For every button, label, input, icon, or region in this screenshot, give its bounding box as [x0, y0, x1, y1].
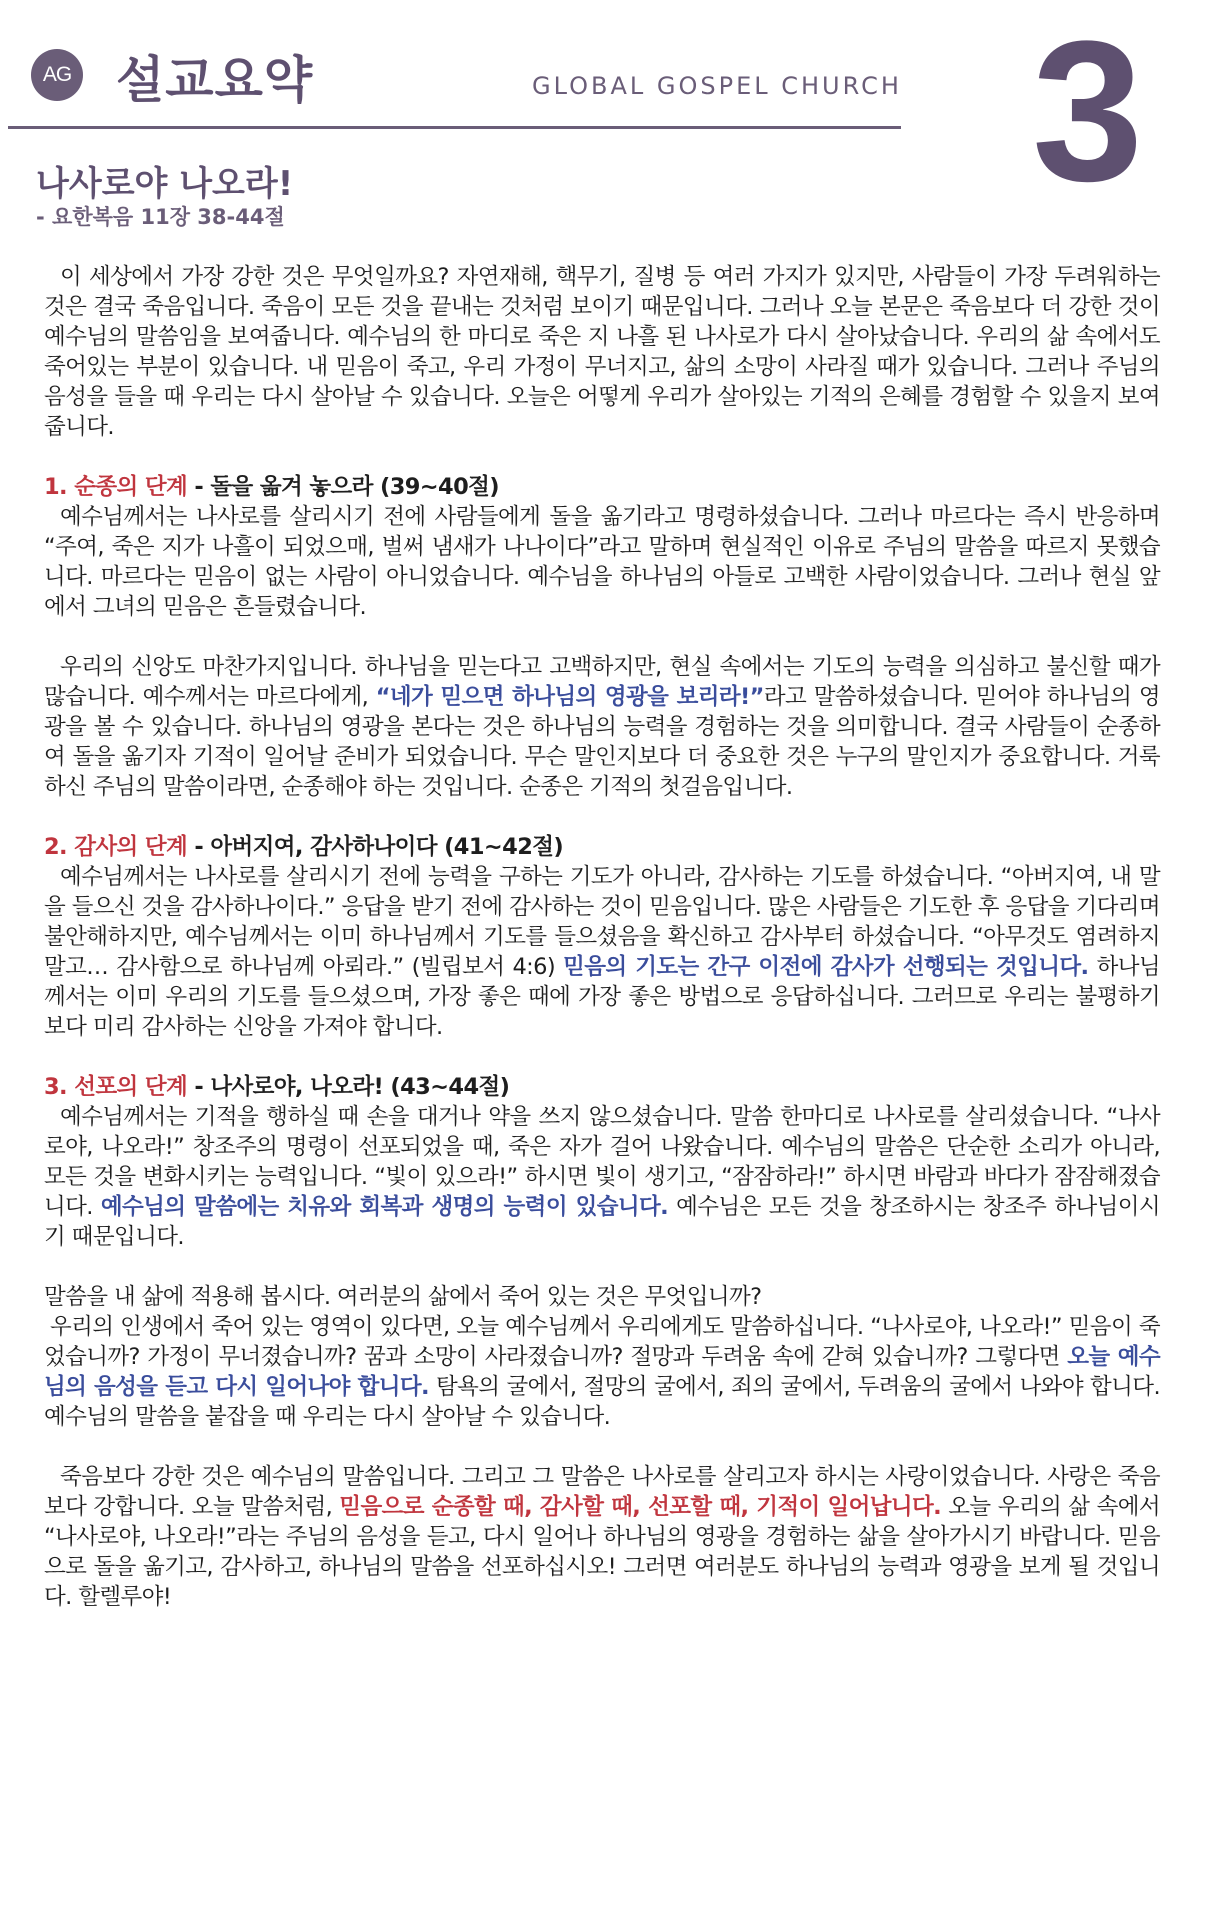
intro-text: 이 세상에서 가장 강한 것은 무엇일까요? 자연재해, 핵무기, 질병 등 여러 가지가 있지만, 사람들이 가장 두려워하는 것은 결국 죽음입니다. 죽음이 모든 것을 끝내는 것처럼 보이기 때문입니다. 그러나 오늘 본문은 죽음보다 더 강한 것이 예수님의 말씀임을 보여줍니다. 예수님의 한 마디로 죽은 지 나흘 된 나사로가 다시 살아났습니다. 우리의 삶 속에서도 죽어있는 부분이 있습니다. 내 믿음이 죽고, 우리 가정이 무너지고, 삶의 소망이 사라질 때가 있습니다. 그러나 주님의 음성을 들을 때 우리는 다시 살아날 수 있습니다. 오늘은 어떻게 우리가 살아있는 기적의 은혜를 경험할 수 있을지 보여 줍니다. — [44, 264, 1160, 440]
application-text-b: 탐욕의 굴에서, 절망의 굴에서, 죄의 굴에서, 두려움의 굴에서 나와야 합니다. 예수님의 말씀을 붙잡을 때 우리는 다시 살아날 수 있습니다. — [44, 1374, 1160, 1430]
section-heading-3 — [44, 1072, 1160, 1102]
conclusion-text-b: 오늘 우리의 삶 속에서 “나사로야, 나오라!”라는 주님의 음성을 듣고, 다시 일어나 하나님의 영광을 경험하는 삶을 살아가시기 바랍니다. 믿음으로 돌을 옮기고, 감사하고, 하나님의 말씀을 선포하십시오! 그러면 여러분도 하나님의 능력과 영광을 보게 될 것입니다. 할렐루야! — [44, 1494, 1160, 1610]
page-title: 설교요약 — [116, 51, 314, 109]
section-3-paragraph — [44, 1102, 1160, 1252]
header-divider — [8, 126, 901, 129]
section-3-number: 3. 선포의 단계 — [44, 1074, 188, 1100]
section-2-subtitle: - 아버지여, 감사하나이다 (41~42절) — [187, 834, 564, 860]
section-2-highlight: 믿음의 기도는 간구 이전에 감사가 선행되는 것입니다. — [563, 954, 1089, 980]
section-1-text-a: 우리의 신앙도 마찬가지입니다. 하나님을 믿는다고 고백하지만, 현실 속에서는 기도의 능력을 의심하고 불신할 때가 많습니다. 예수께서는 마르다에게, — [44, 654, 1160, 710]
conclusion-paragraph — [44, 1462, 1160, 1612]
section-1-subtitle: - 돌을 옮겨 놓으라 (39~40절) — [187, 474, 499, 500]
church-logo: AG — [31, 49, 83, 101]
church-name: GLOBAL GOSPEL CHURCH — [532, 72, 902, 100]
application-highlight: 오늘 예수님의 음성을 듣고 다시 일어나야 합니다. — [44, 1344, 1160, 1400]
section-1-paragraph-1 — [44, 502, 1160, 622]
issue-number: 3 — [1032, 0, 1144, 223]
sermon-title: 나사로야 나오라! — [36, 164, 294, 204]
section-3-text-b: 예수님은 모든 것을 창조하시는 창조주 하나님이시기 때문입니다. — [44, 1194, 1161, 1250]
section-1-text-b: 라고 말씀하셨습니다. 믿어야 하나님의 영광을 볼 수 있습니다. 하나님의 영광을 본다는 것은 하나님의 능력을 경험하는 것을 의미합니다. 결국 사람들이 순종하여 돌을 옮기자 기적이 일어날 준비가 되었습니다. 무슨 말인지보다 더 중요한 것은 누구의 말인지가 중요합니다. 거룩하신 주님의 말씀이라면, 순종해야 하는 것입니다. 순종은 기적의 첫걸음입니다. — [44, 684, 1161, 800]
section-3-subtitle: - 나사로야, 나오라! (43~44절) — [187, 1074, 510, 1100]
section-2-text-a: 예수님께서는 나사로를 살리시기 전에 능력을 구하는 기도가 아니라, 감사하는 기도를 하셨습니다. “아버지여, 내 말을 들으신 것을 감사하나이다.” 응답을 받기 전에 감사하는 것이 믿음입니다. 많은 사람들은 기도한 후 응답을 기다리며 불안해하지만, 예수님께서는 이미 하나님께서 기도를 들으셨음을 확신하고 감사부터 하셨습니다. “아무것도 염려하지 말고… 감사함으로 하나님께 아뢰라.” (빌립보서 4:6) — [44, 864, 1160, 980]
intro-paragraph — [44, 262, 1160, 442]
section-3-text-a: 예수님께서는 기적을 행하실 때 손을 대거나 약을 쓰지 않으셨습니다. 말씀 한마디로 나사로를 살리셨습니다. “나사로야, 나오라!” 창조주의 명령이 선포되었을 때, 죽은 자가 걸어 나왔습니다. 예수님의 말씀은 단순한 소리가 아니라, 모든 것을 변화시키는 능력입니다. “빛이 있으라!” 하시면 빛이 생기고, “잠잠하라!” 하시면 바람과 바다가 잠잠해졌습니다. — [44, 1104, 1160, 1220]
application-paragraph — [44, 1312, 1160, 1432]
section-1-paragraph-2 — [44, 652, 1160, 802]
scripture-reference: - 요한복음 11장 38-44절 — [36, 205, 285, 229]
sermon-body — [44, 262, 1160, 1642]
section-1-highlight: “네가 믿으면 하나님의 영광을 보리라!” — [375, 684, 764, 710]
application-text-a: 우리의 인생에서 죽어 있는 영역이 있다면, 오늘 예수님께서 우리에게도 말씀하십니다. “나사로야, 나오라!” 믿음이 죽었습니까? 가정이 무너졌습니까? 꿈과 소망이 사라졌습니까? 절망과 두려움 속에 갇혀 있습니까? 그렇다면 — [44, 1314, 1160, 1370]
application-lead: 말씀을 내 삶에 적용해 봅시다. 여러분의 삶에서 죽어 있는 것은 무엇입니까? — [44, 1284, 762, 1310]
section-heading-1 — [44, 472, 1160, 502]
section-2-text-b: 하나님께서는 이미 우리의 기도를 들으셨으며, 가장 좋은 때에 가장 좋은 방법으로 응답하십니다. 그러므로 우리는 불평하기보다 미리 감사하는 신앙을 가져야 합니다. — [44, 954, 1160, 1040]
section-1-text: 예수님께서는 나사로를 살리시기 전에 사람들에게 돌을 옮기라고 명령하셨습니다. 그러나 마르다는 즉시 반응하며 “주여, 죽은 지가 나흘이 되었으매, 벌써 냄새가 나나이다”라고 말하며 현실적인 이유로 주님의 말씀을 따르지 못했습니다. 마르다는 믿음이 없는 사람이 아니었습니다. 예수님을 하나님의 아들로 고백한 사람이었습니다. 그러나 현실 앞에서 그녀의 믿음은 흔들렸습니다. — [44, 504, 1160, 620]
section-2-paragraph — [44, 862, 1160, 1042]
conclusion-text-a: 죽음보다 강한 것은 예수님의 말씀입니다. 그리고 그 말씀은 나사로를 살리고자 하시는 사랑이었습니다. 사랑은 죽음보다 강합니다. 오늘 말씀처럼, — [44, 1464, 1160, 1520]
conclusion-highlight: 믿음으로 순종할 때, 감사할 때, 선포할 때, 기적이 일어납니다. — [339, 1494, 942, 1520]
section-1-number: 1. 순종의 단계 — [44, 474, 188, 500]
section-3-highlight: 예수님의 말씀에는 치유와 회복과 생명의 능력이 있습니다. — [100, 1194, 669, 1220]
section-2-number: 2. 감사의 단계 — [44, 834, 188, 860]
section-heading-2 — [44, 832, 1160, 862]
